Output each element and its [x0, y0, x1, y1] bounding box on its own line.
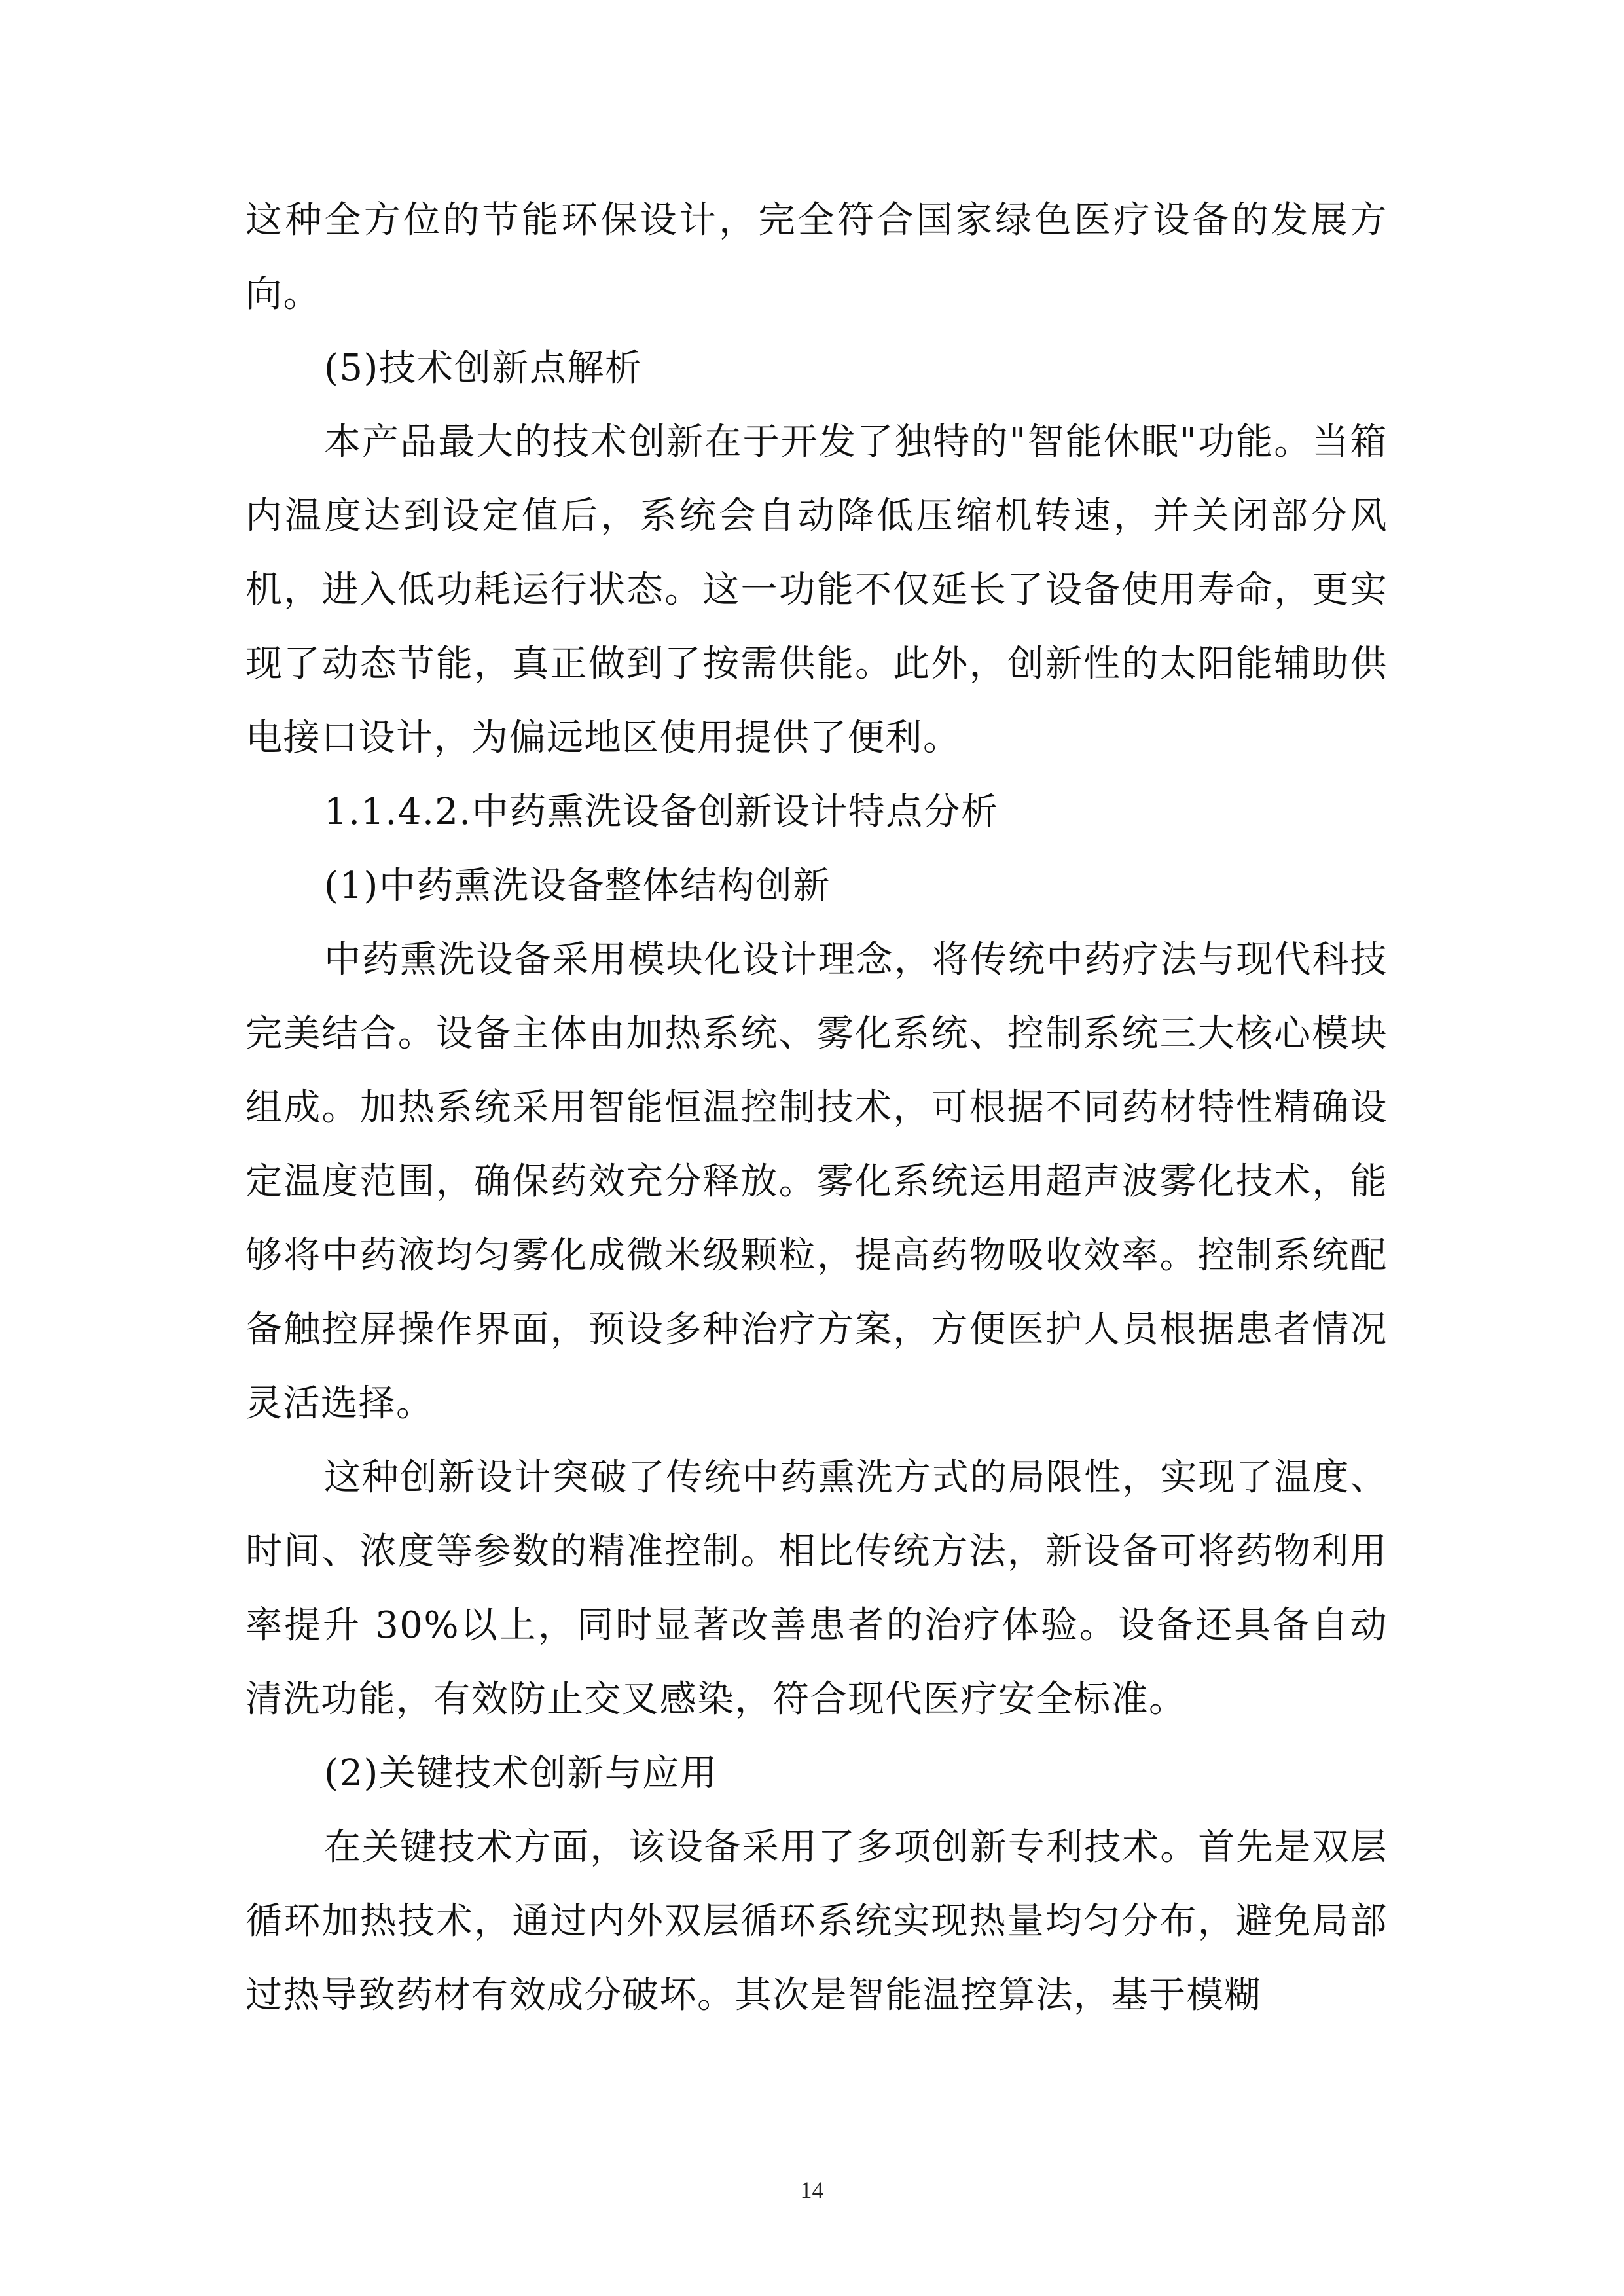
paragraph-smart-sleep-function: 本产品最大的技术创新在于开发了独特的"智能休眠"功能。当箱内温度达到设定值后，系统会自动降低压缩机转速，并关闭部分风机，进入低功耗运行状态。这一功能不仅延长了设备使用寿命，更实现了动态节能，真正做到了按需供能。此外，创新性的太阳能辅助供电接口设计，为偏远地区使用提供了便利。: [245, 421, 1388, 759]
heading-tech-innovation-analysis: (5)技术创新点解析: [324, 347, 643, 389]
heading-key-tech-innovation: (2)关键技术创新与应用: [324, 1752, 718, 1795]
paragraph-energy-saving-conclusion: 这种全方位的节能环保设计，完全符合国家绿色医疗设备的发展方向。: [245, 199, 1388, 315]
paragraph-patent-technologies: 在关键技术方面，该设备采用了多项创新专利技术。首先是双层循环加热技术，通过内外双层循环系统实现热量均匀分布，避免局部过热导致药材有效成分破坏。其次是智能温控算法，基于模糊: [245, 1826, 1388, 2017]
paragraph-precise-control: 这种创新设计突破了传统中药熏洗方式的局限性，实现了温度、时间、浓度等参数的精准控制。相比传统方法，新设备可将药物利用率提升 30%以上，同时显著改善患者的治疗体验。设备还具备自动清洗功能，有效防止交叉感染，符合现代医疗安全标准。: [245, 1456, 1388, 1721]
page-number: 14: [800, 2177, 824, 2203]
heading-overall-structure-innovation: (1)中药熏洗设备整体结构创新: [324, 865, 831, 907]
body-text: [245, 183, 1388, 2032]
section-heading-1-1-4-2: 1.1.4.2.中药熏洗设备创新设计特点分析: [324, 791, 999, 833]
paragraph-modular-design: 中药熏洗设备采用模块化设计理念，将传统中药疗法与现代科技完美结合。设备主体由加热系统、雾化系统、控制系统三大核心模块组成。加热系统采用智能恒温控制技术，可根据不同药材特性精确设定温度范围，确保药效充分释放。雾化系统运用超声波雾化技术，能够将中药液均匀雾化成微米级颗粒，提高药物吸收效率。控制系统配备触控屏操作界面，预设多种治疗方案，方便医护人员根据患者情况灵活选择。: [245, 939, 1388, 1425]
